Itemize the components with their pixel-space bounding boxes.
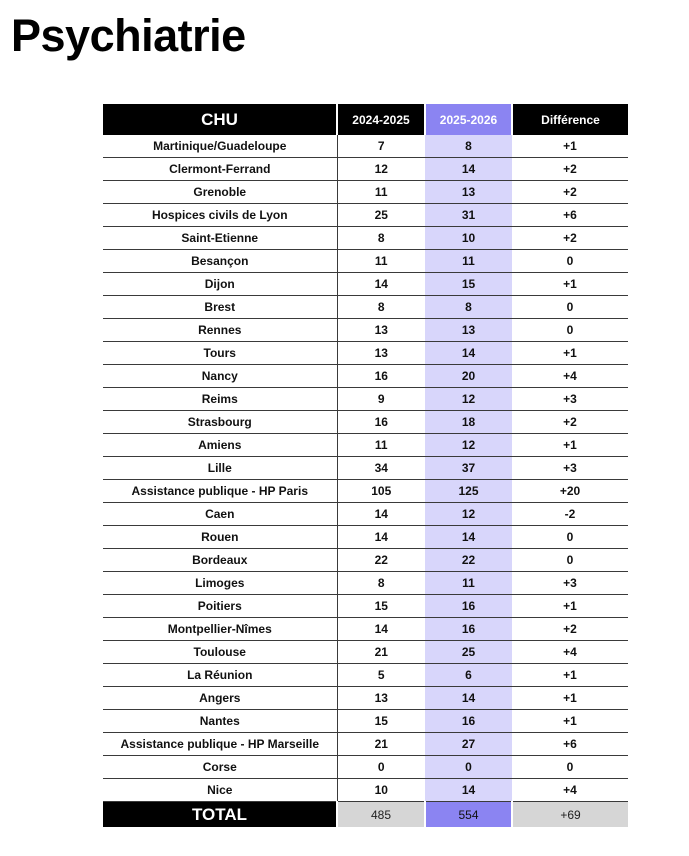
table-row [103, 319, 628, 342]
cell-difference: 0 [512, 526, 628, 549]
table-row [103, 503, 628, 526]
cell-chu: Saint-Etienne [103, 227, 337, 250]
header-2025-2026: 2025-2026 [425, 104, 512, 135]
cell-2024-2025: 14 [337, 526, 425, 549]
cell-chu: Rouen [103, 526, 337, 549]
table-row [103, 595, 628, 618]
total-label: TOTAL [103, 802, 337, 828]
cell-difference: +20 [512, 480, 628, 503]
cell-2024-2025: 11 [337, 250, 425, 273]
cell-2024-2025: 12 [337, 158, 425, 181]
cell-difference: -2 [512, 503, 628, 526]
cell-2025-2026: 8 [425, 135, 512, 158]
table-footer [103, 802, 628, 828]
cell-2024-2025: 15 [337, 710, 425, 733]
cell-2024-2025: 25 [337, 204, 425, 227]
header-row [103, 104, 628, 135]
total-2025-2026: 554 [425, 802, 512, 828]
cell-chu: Nice [103, 779, 337, 802]
table-body [103, 135, 628, 802]
cell-2025-2026: 27 [425, 733, 512, 756]
cell-difference: 0 [512, 756, 628, 779]
cell-2025-2026: 12 [425, 388, 512, 411]
table-row [103, 641, 628, 664]
table-row [103, 480, 628, 503]
cell-2024-2025: 10 [337, 779, 425, 802]
cell-2025-2026: 12 [425, 503, 512, 526]
cell-chu: Grenoble [103, 181, 337, 204]
cell-difference: +1 [512, 135, 628, 158]
cell-difference: +2 [512, 158, 628, 181]
cell-difference: +2 [512, 227, 628, 250]
cell-chu: Hospices civils de Lyon [103, 204, 337, 227]
table-row [103, 733, 628, 756]
cell-chu: Martinique/Guadeloupe [103, 135, 337, 158]
cell-difference: +1 [512, 434, 628, 457]
cell-difference: 0 [512, 250, 628, 273]
cell-2025-2026: 31 [425, 204, 512, 227]
cell-2024-2025: 11 [337, 434, 425, 457]
cell-chu: Assistance publique - HP Marseille [103, 733, 337, 756]
cell-2025-2026: 22 [425, 549, 512, 572]
table-row [103, 181, 628, 204]
cell-chu: Amiens [103, 434, 337, 457]
cell-chu: Corse [103, 756, 337, 779]
cell-2024-2025: 13 [337, 319, 425, 342]
cell-difference: +2 [512, 411, 628, 434]
cell-chu: Angers [103, 687, 337, 710]
cell-2025-2026: 14 [425, 526, 512, 549]
header-difference: Différence [512, 104, 628, 135]
cell-2024-2025: 8 [337, 572, 425, 595]
cell-2025-2026: 0 [425, 756, 512, 779]
cell-2024-2025: 9 [337, 388, 425, 411]
cell-2025-2026: 16 [425, 595, 512, 618]
cell-difference: +3 [512, 388, 628, 411]
cell-2025-2026: 14 [425, 779, 512, 802]
cell-difference: +3 [512, 572, 628, 595]
table-row [103, 756, 628, 779]
cell-chu: Besançon [103, 250, 337, 273]
table-row [103, 779, 628, 802]
cell-2025-2026: 18 [425, 411, 512, 434]
cell-difference: +1 [512, 273, 628, 296]
table-row [103, 388, 628, 411]
cell-chu: Bordeaux [103, 549, 337, 572]
psychiatry-posts-table [103, 104, 628, 827]
table-row [103, 204, 628, 227]
table-row [103, 227, 628, 250]
cell-chu: Dijon [103, 273, 337, 296]
table-row [103, 411, 628, 434]
table-header [103, 104, 628, 135]
cell-difference: 0 [512, 549, 628, 572]
cell-2024-2025: 14 [337, 273, 425, 296]
cell-chu: Nantes [103, 710, 337, 733]
cell-difference: 0 [512, 319, 628, 342]
cell-difference: +1 [512, 687, 628, 710]
page-title: Psychiatrie [11, 10, 246, 61]
cell-difference: 0 [512, 296, 628, 319]
cell-2025-2026: 25 [425, 641, 512, 664]
cell-chu: Brest [103, 296, 337, 319]
cell-chu: Strasbourg [103, 411, 337, 434]
cell-2025-2026: 15 [425, 273, 512, 296]
total-difference: +69 [512, 802, 628, 828]
table-row [103, 250, 628, 273]
cell-chu: Rennes [103, 319, 337, 342]
cell-2025-2026: 16 [425, 710, 512, 733]
cell-difference: +1 [512, 342, 628, 365]
cell-2024-2025: 13 [337, 342, 425, 365]
cell-2024-2025: 8 [337, 227, 425, 250]
cell-2024-2025: 14 [337, 503, 425, 526]
cell-2024-2025: 34 [337, 457, 425, 480]
cell-difference: +3 [512, 457, 628, 480]
cell-difference: +6 [512, 733, 628, 756]
cell-2024-2025: 105 [337, 480, 425, 503]
table-row [103, 158, 628, 181]
cell-2024-2025: 21 [337, 641, 425, 664]
cell-chu: Poitiers [103, 595, 337, 618]
cell-2024-2025: 15 [337, 595, 425, 618]
cell-2024-2025: 14 [337, 618, 425, 641]
cell-2025-2026: 13 [425, 181, 512, 204]
cell-2024-2025: 16 [337, 411, 425, 434]
cell-2025-2026: 11 [425, 250, 512, 273]
cell-2024-2025: 0 [337, 756, 425, 779]
cell-2025-2026: 6 [425, 664, 512, 687]
table-row [103, 296, 628, 319]
cell-2024-2025: 22 [337, 549, 425, 572]
cell-2025-2026: 11 [425, 572, 512, 595]
cell-difference: +4 [512, 779, 628, 802]
cell-chu: Toulouse [103, 641, 337, 664]
cell-2025-2026: 13 [425, 319, 512, 342]
cell-2024-2025: 16 [337, 365, 425, 388]
cell-2025-2026: 16 [425, 618, 512, 641]
table-row [103, 549, 628, 572]
table-row [103, 135, 628, 158]
table-row [103, 457, 628, 480]
cell-chu: Caen [103, 503, 337, 526]
cell-2024-2025: 11 [337, 181, 425, 204]
cell-2025-2026: 20 [425, 365, 512, 388]
cell-2024-2025: 5 [337, 664, 425, 687]
table-row [103, 434, 628, 457]
cell-chu: Assistance publique - HP Paris [103, 480, 337, 503]
cell-2025-2026: 14 [425, 158, 512, 181]
cell-chu: Clermont-Ferrand [103, 158, 337, 181]
cell-chu: Limoges [103, 572, 337, 595]
table-row [103, 687, 628, 710]
header-2024-2025: 2024-2025 [337, 104, 425, 135]
table-row [103, 664, 628, 687]
cell-difference: +2 [512, 618, 628, 641]
cell-2025-2026: 37 [425, 457, 512, 480]
cell-2024-2025: 8 [337, 296, 425, 319]
table-row [103, 710, 628, 733]
cell-2025-2026: 12 [425, 434, 512, 457]
header-chu: CHU [103, 104, 337, 135]
total-row [103, 802, 628, 828]
cell-difference: +2 [512, 181, 628, 204]
cell-2025-2026: 14 [425, 342, 512, 365]
table-row [103, 273, 628, 296]
cell-2024-2025: 7 [337, 135, 425, 158]
cell-2025-2026: 125 [425, 480, 512, 503]
table-row [103, 572, 628, 595]
cell-chu: Montpellier-Nîmes [103, 618, 337, 641]
cell-2024-2025: 21 [337, 733, 425, 756]
table-row [103, 618, 628, 641]
cell-difference: +1 [512, 710, 628, 733]
cell-difference: +1 [512, 595, 628, 618]
cell-2024-2025: 13 [337, 687, 425, 710]
cell-chu: Reims [103, 388, 337, 411]
cell-difference: +1 [512, 664, 628, 687]
cell-chu: La Réunion [103, 664, 337, 687]
cell-difference: +6 [512, 204, 628, 227]
table-row [103, 526, 628, 549]
cell-chu: Nancy [103, 365, 337, 388]
cell-2025-2026: 14 [425, 687, 512, 710]
cell-difference: +4 [512, 365, 628, 388]
total-2024-2025: 485 [337, 802, 425, 828]
cell-chu: Tours [103, 342, 337, 365]
table-row [103, 342, 628, 365]
table-row [103, 365, 628, 388]
cell-2025-2026: 10 [425, 227, 512, 250]
cell-2025-2026: 8 [425, 296, 512, 319]
cell-chu: Lille [103, 457, 337, 480]
cell-difference: +4 [512, 641, 628, 664]
